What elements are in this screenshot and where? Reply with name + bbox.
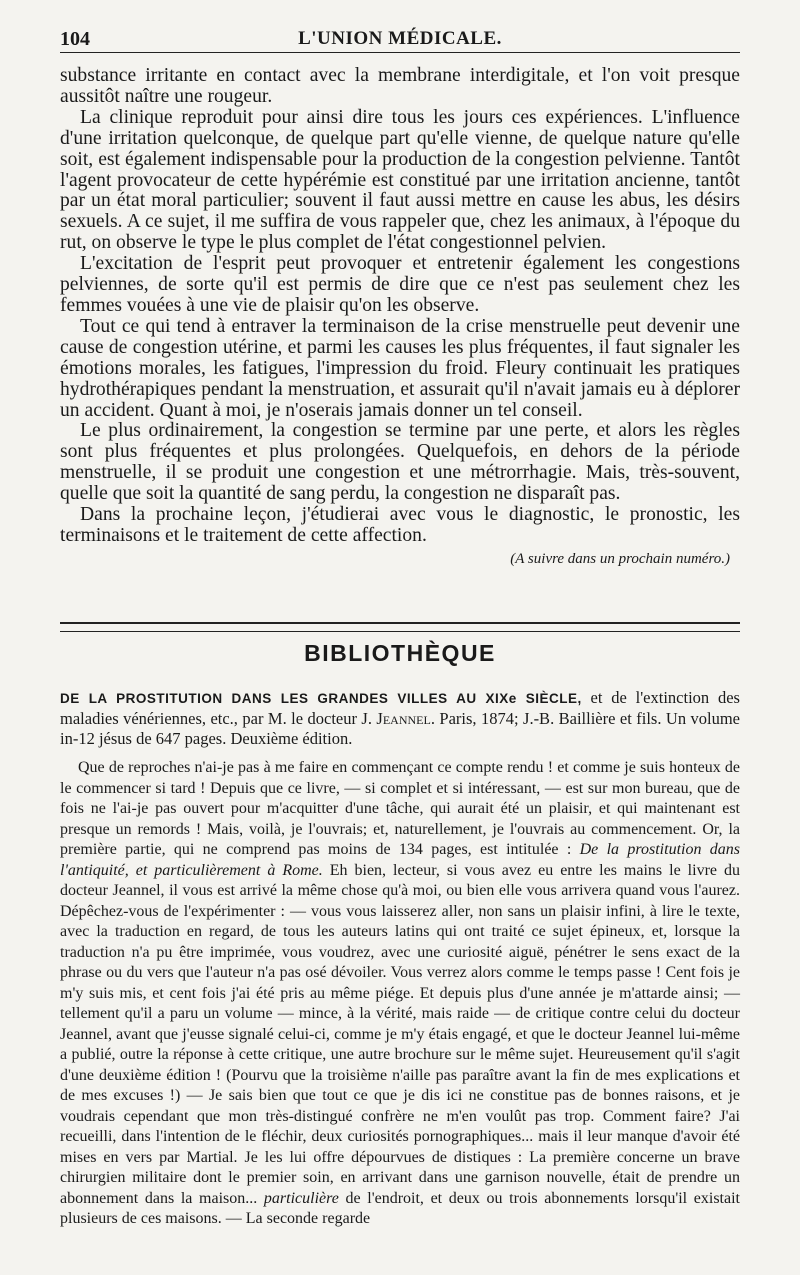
paragraph: substance irritante en contact avec la membrane interdigitale, et l'on voit presque aussitôt naître une rougeur. xyxy=(60,65,740,107)
bibliography-entry xyxy=(60,688,740,749)
review-text xyxy=(60,758,740,1230)
page-number: 104 xyxy=(60,28,90,50)
paragraph: Dans la prochaine leçon, j'étudierai avec vous le diagnostic, le pronostic, les terminaisons et le traitement de cette affection. xyxy=(60,504,740,546)
review-text-part: Que de reproches n'ai-je pas à me faire en commençant ce compte rendu ! et comme je suis honteux de le commencer si tard ! Depuis que ce livre, — si complet et si intéressant, — est sur mon bureau, que de fois ne l'ai-je pas ouvert pour m'acquitter d'une tâche, qui aurait été un plaisir, et qui maintenant est presque un remords ! Mais, voilà, je l'ouvrais; et, naturellement, je l'ouvrais au commencement. Or, la première partie, qui ne comprend pas moins de 134 pages, est intitulée : xyxy=(60,759,740,858)
book-author: Jeannel xyxy=(376,709,431,728)
page-header xyxy=(60,22,740,53)
paragraph: L'excitation de l'esprit peut provoquer et entretenir également les congestions pelviennes, de sorte qu'il est permis de dire que ce n'est pas seulement chez les femmes vouées à une vie de plaisir qu'on les observe. xyxy=(60,253,740,316)
book-title: DE LA PROSTITUTION DANS LES GRANDES VILLES AU XIXe SIÈCLE, xyxy=(60,691,582,706)
review-text-part: Eh bien, lecteur, si vous avez eu entre les mains le livre du docteur Jeannel, il vous est arrivé la même chose qu'à moi, ou bien elle vous arrivera quand vous l'aurez. Dépêchez-vous de l'expérimenter : — vous vous laisserez aller, non sans un plaisir infini, à lire le texte, avec la traduction en regard, de tous les auteurs latins qui ont traité ce sujet épineux, et, lorsque la traduction n'a pu être imprimée, vous voudrez, avec une curiosité aiguë, pénétrer le sens exact de la phrase ou du vers que l'auteur n'a pas osé dévoiler. Vous verrez alors comme le temps passe ! Cent fois je m'y suis mis, et cent fois j'ai été pris au même piége. Et depuis plus d'une année je m'attarde ainsi; — tellement qu'il a paru un volume — mince, à la vérité, mais raide — de critique contre celui du docteur Jeannel, avant que j'eusse signalé celui-ci, comme je m'y étais engagé, et que le docteur Jeannel lui-même a publié, outre la réponse à cette critique, une autre brochure sur le même sujet. Heureusement qu'il s'agit d'une deuxième édition ! (Pourvu que la troisième n'aille pas paraître avant la fin de mes explications et de mes excuses !) — Je sais bien que tout ce que je dis ici ne constitue pas de bonnes raisons, et je voudrais cependant que mon très-distingué confrère ne m'en voulût pas trop. Comment faire? J'ai recueilli, dans l'intention de le fléchir, deux curiosités pornographiques... mais il leur manque d'avoir été mises en vers par Martial. Je les lui offre dépourvues de distiques : La première concerne un brave chirurgien militaire dont le premier soin, en arrivant dans une garnison nouvelle, était de prendre un abonnement dans la maison... xyxy=(60,861,740,1207)
book-publication: . Paris, 1874; J.-B. Baillière et fils. Un volume in-12 jésus de 647 pages. Deuxième édition. xyxy=(60,709,741,748)
paragraph: Le plus ordinairement, la congestion se termine par une perte, et alors les règles sont plus fréquentes et plus prolongées. Quelquefois, en dehors de la période menstruelle, il se produit une congestion et une métrorrhagie. Mais, très-souvent, quelle que soit la quantité de sang perdu, la congestion ne disparaît pas. xyxy=(60,420,740,505)
review-text-part: de l'endroit, et deux ou trois abonnements lorsqu'il existait plusieurs de ces maisons. — La seconde regarde xyxy=(60,1189,740,1227)
paragraph: La clinique reproduit pour ainsi dire tous les jours ces expériences. L'influence d'une irritation quelconque, de quelque part qu'elle vienne, de quelque nature qu'elle soit, est également indispensable pour la production de la congestion pelvienne. Tantôt l'agent provocateur de cette hypérémie est constitué par une irritation ancienne, tantôt par un état moral particulier; souvent il faut aussi mettre en cause les abus, les désirs sexuels. A ce sujet, il me suffira de vous rappeler que, chez les animaux, à l'époque du rut, on observe le type le plus complet de l'état congestionnel pelvien. xyxy=(60,106,740,254)
review-italic-title: De la prostitution dans l'antiquité, et particulièrement à Rome. xyxy=(60,841,741,879)
book-subtitle: et de l'extinction des maladies vénériennes, etc., par M. le docteur J. xyxy=(60,688,740,728)
running-title: L'UNION MÉDICALE. xyxy=(298,28,502,49)
article-body xyxy=(60,66,740,569)
review-italic-word: particulière xyxy=(263,1189,339,1207)
section-divider xyxy=(60,622,740,632)
section-heading: BIBLIOTHÈQUE xyxy=(304,640,496,666)
review-paragraph xyxy=(60,758,740,1230)
paragraph: Tout ce qui tend à entraver la terminaison de la crise menstruelle peut devenir une cause de congestion utérine, et parmi les causes les plus fréquentes, il faut signaler les émotions morales, les fatigues, l'impression du froid. Fleury continuait les pratiques hydrothérapiques pendant la menstruation, et assurait qu'il n'avait jamais eu à déplorer un accident. Quant à moi, je n'oserais jamais donner un tel conseil. xyxy=(60,315,740,421)
continuation-note: (A suivre dans un prochain numéro.) xyxy=(510,550,730,567)
